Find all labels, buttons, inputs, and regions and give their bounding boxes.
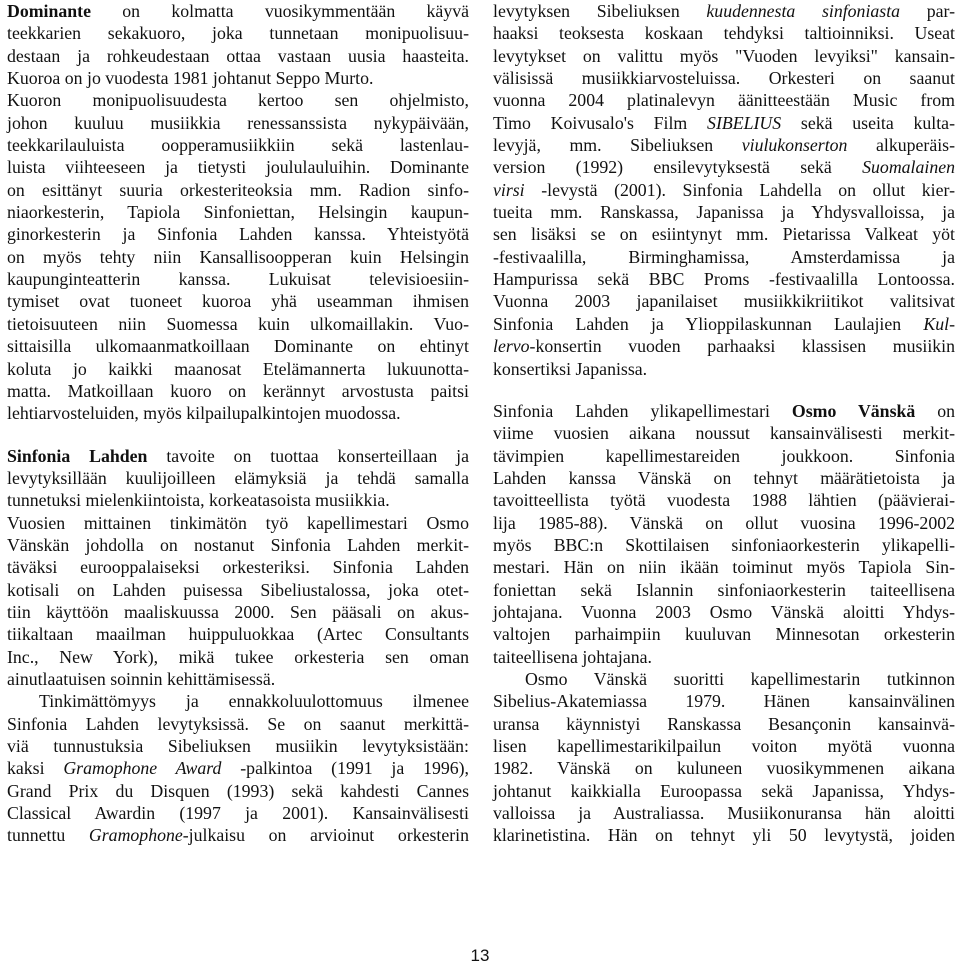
italic-text: Gramophone <box>88 825 183 846</box>
text-line <box>493 445 955 467</box>
text-run: johtanut kaikkialla Euroopassa sekä Japanissa, Yhdys- <box>493 780 955 801</box>
text-run: tietoisuuteen niin Suomessa kuin ulkomaillakin. Vuo- <box>7 313 469 334</box>
italic-text: Kul- <box>923 313 955 334</box>
text-line <box>7 112 469 134</box>
text-run: viime vuosien aikana noussut kansainvälisesti merkit- <box>493 423 955 444</box>
text-run: teekkarien sekakuoro, joka tunnetaan monipuolisuu- <box>7 23 469 44</box>
text-line <box>7 802 469 824</box>
text-line <box>493 22 955 44</box>
page-number: 13 <box>470 946 490 965</box>
text-line <box>493 713 955 735</box>
text-line <box>7 780 469 802</box>
italic-text: Gramophone Award <box>63 758 222 779</box>
text-run: Sinfonia Lahden ja Ylioppilaskunnan Laulajien <box>493 313 924 334</box>
text-run: -konsertin vuoden parhaaksi klassisen musiikin <box>529 336 955 357</box>
text-run: viä tunnustuksia Sibeliuksen musiikin levytyksistään: <box>7 736 469 756</box>
text-line <box>493 489 955 511</box>
text-run: tunnettu <box>7 825 89 846</box>
text-line <box>7 646 469 668</box>
text-line <box>7 89 469 111</box>
text-run: Tinkimättömyys ja ennakkoluulottomuus ilmenee <box>39 691 469 712</box>
text-line <box>493 0 955 22</box>
text-run: foniettan sekä Islannin sinfoniaorkesterin taiteellisena <box>493 579 955 600</box>
text-run: -palkintoa (1991 ja 1996), <box>221 758 469 779</box>
text-run: on esittänyt suuria orkesteriteoksia mm. Radion sinfo- <box>7 179 469 200</box>
text-run: levyjä, mm. Sibeliuksen <box>493 135 742 156</box>
text-line <box>493 556 955 578</box>
text-run: Grand Prix du Disquen (1993) sekä kahdesti Cannes <box>7 780 469 801</box>
text-run: tiin käyttöön maaliskuussa 2000. Sen pääsali on akus- <box>7 601 469 622</box>
text-line <box>7 380 469 402</box>
text-run: sittaisilla ulkomaanmatkoillaan Dominante on ehtinyt <box>7 336 469 357</box>
text-run: ainutlaatuisen soinnin kehittämisessä. <box>7 668 276 689</box>
text-line <box>493 156 955 178</box>
text-line <box>493 512 955 534</box>
text-line <box>493 422 955 444</box>
text-run: tavoite on tuottaa konserteillaan ja <box>147 445 469 466</box>
text-line <box>493 623 955 645</box>
text-run: mestari. Hän on niin ikään toiminut myös Tapiola Sin- <box>493 557 955 578</box>
text-line <box>493 802 955 824</box>
text-run: lisen kapellimestarikilpailun voiton myötä vuonna <box>493 736 955 756</box>
text-line <box>7 445 469 467</box>
text-run: levytykset on valittu myös "Vuoden levyiksi" kansain- <box>493 45 955 66</box>
text-run: -levystä (2001). Sinfonia Lahdella on ollut kier- <box>524 179 955 200</box>
right-column <box>493 0 955 847</box>
text-line <box>7 22 469 44</box>
italic-text: viulukonserton <box>741 135 848 156</box>
text-line <box>7 313 469 335</box>
text-line <box>7 246 469 268</box>
text-line <box>493 268 955 290</box>
text-run: -festivaalilla, Birminghamissa, Amsterdamissa ja <box>493 246 955 267</box>
italic-text: virsi <box>493 179 525 200</box>
text-run: uransa käynnistyi Ranskassa Besançonin kansainvä- <box>493 713 955 734</box>
text-line <box>7 467 469 489</box>
text-line <box>7 668 469 690</box>
text-line <box>493 246 955 268</box>
text-line <box>7 201 469 223</box>
text-line <box>7 268 469 290</box>
text-run: sekä useita kulta- <box>781 112 955 133</box>
paragraph-gap <box>7 425 469 445</box>
text-run: johon kuuluu musiikkia renessanssista nykypäivään, <box>7 112 469 133</box>
text-run: destaan ja rohkeudestaan ottaa vastaan uusia haasteita. <box>7 45 469 66</box>
text-line <box>7 45 469 67</box>
text-line <box>493 67 955 89</box>
text-run: kotisali on Lahden puisessa Sibeliustalossa, joka otet- <box>7 579 469 600</box>
text-line <box>493 824 955 846</box>
text-run: välisissä musiikkiarvosteluissa. Orkesteri on saanut <box>493 68 955 89</box>
text-line <box>493 579 955 601</box>
text-line <box>7 623 469 645</box>
text-line <box>493 735 955 757</box>
text-line <box>493 201 955 223</box>
text-line <box>7 824 469 846</box>
text-line <box>493 358 955 380</box>
text-run: myös BBC:n Skottilaisen sinfoniaorkesterin ylikapelli- <box>493 534 955 555</box>
text-run: vuonna 2004 platinalevyn äänitteestään Music from <box>493 90 955 111</box>
left-column <box>7 0 469 847</box>
text-run: Sibelius-Akatemiassa 1979. Hänen kansainvälinen <box>493 691 955 712</box>
text-run: Inc., New York), mikä tukee orkesteria sen oman <box>7 646 469 667</box>
text-run: par- <box>900 1 956 21</box>
text-line <box>7 223 469 245</box>
text-line <box>493 179 955 201</box>
text-line <box>493 646 955 668</box>
text-run: klarinetistina. Hän on tehnyt yli 50 levytystä, joiden <box>493 825 955 846</box>
text-line <box>7 67 469 89</box>
text-run: tueita mm. Ranskassa, Japanissa ja Yhdysvalloissa, ja <box>493 202 955 223</box>
text-run: 1982. Vänskä on kuluneen vuosikymmenen aikana <box>493 758 955 779</box>
text-run: Vuonna 2003 japanilaiset musiikkikriitikot valitsivat <box>493 291 955 312</box>
text-line <box>493 313 955 335</box>
text-run: taiteellisena johtajana. <box>493 646 652 667</box>
text-run: kaksi <box>7 758 64 779</box>
text-run: levytyksillään kuulijoilleen elämyksiä ja tehdä samalla <box>7 467 469 488</box>
text-run: matta. Matkoillaan kuoro on kerännyt arvostusta paitsi <box>7 380 469 401</box>
italic-text: lervo <box>493 336 530 357</box>
text-line <box>493 467 955 489</box>
text-run: Vuosien mittainen tinkimätön työ kapellimestari Osmo <box>7 512 469 533</box>
text-run: haaksi teoksesta koskaan tehdyksi taltioinniksi. Useat <box>493 23 955 44</box>
text-run: Sinfonia Lahden levytyksissä. Se on saanut merkittä- <box>7 713 469 734</box>
text-run: Hampurissa sekä BBC Proms -festivaalilla Lontoossa. <box>493 269 955 290</box>
text-run: Classical Awardin (1997 ja 2001). Kansainvälisesti <box>7 803 469 824</box>
text-run: kaupunginteatterin kanssa. Lukuisat televisioesiin- <box>7 269 469 290</box>
text-line <box>493 601 955 623</box>
text-line <box>493 223 955 245</box>
text-run: täväksi eurooppalaiseksi orkesteriksi. Sinfonia Lahden <box>7 557 469 578</box>
italic-text: Suomalainen <box>862 157 955 178</box>
text-line <box>7 335 469 357</box>
text-line <box>493 757 955 779</box>
text-line <box>7 579 469 601</box>
text-line <box>493 780 955 802</box>
text-line <box>493 690 955 712</box>
text-run: niaorkesterin, Tapiola Sinfoniettan, Helsingin kaupun- <box>7 202 469 223</box>
bold-text: Osmo Vänskä <box>791 400 916 421</box>
text-line <box>7 556 469 578</box>
text-line <box>7 134 469 156</box>
text-run: lija 1985-88). Vänskä on ollut vuosina 1996-2002 <box>493 512 955 533</box>
text-run: on kolmatta vuosikymmentään käyvä <box>90 1 469 21</box>
text-run: levytyksen Sibeliuksen <box>493 1 707 21</box>
text-line <box>493 45 955 67</box>
text-run: Osmo Vänskä suoritti kapellimestarin tutkinnon <box>525 668 955 689</box>
bold-text: Sinfonia Lahden <box>7 445 148 466</box>
text-run: luista viihteeseen ja tietysti joululauluihin. Dominante <box>7 157 469 178</box>
text-line <box>7 489 469 511</box>
text-line <box>493 668 955 690</box>
text-run: valtojen parhaimpiin kuuluvan Minnesotan orkesterin <box>493 624 955 645</box>
italic-text: kuudennesta sinfoniasta <box>706 1 901 21</box>
text-run: teekkarilauluista oopperamusiikkiin sekä lastenlau- <box>7 135 469 156</box>
text-line <box>7 713 469 735</box>
text-line <box>7 534 469 556</box>
text-line <box>493 134 955 156</box>
text-run: Kuoroa on jo vuodesta 1981 johtanut Seppo Murto. <box>7 68 374 89</box>
bold-text: Dominante <box>7 1 91 21</box>
text-run: tunnetuksi mielenkiintoista, korkeatasoista musiikkia. <box>7 490 390 511</box>
text-line <box>7 690 469 712</box>
text-line <box>7 0 469 22</box>
text-run: on myös tehty niin Kansallisoopperan kuin Helsingin <box>7 246 469 267</box>
text-line <box>493 534 955 556</box>
text-line <box>493 400 955 422</box>
text-line <box>7 601 469 623</box>
text-run: valloissa ja Australiassa. Musiikonuransa hän aloitti <box>493 803 955 824</box>
text-line <box>7 757 469 779</box>
text-run: tiikaltaan maailman huippuluokkaa (Artec Consultants <box>7 624 469 645</box>
text-run: ginorkesterin ja Sinfonia Lahden kanssa. Yhteistyötä <box>7 224 469 245</box>
paragraph-gap <box>493 380 955 400</box>
text-run: johtajana. Vuonna 2003 Osmo Vänskä aloitti Yhdys- <box>493 601 955 622</box>
text-run: Sinfonia Lahden ylikapellimestari <box>493 400 792 421</box>
text-run: tavoitteellista työtä vuodesta 1988 lähtien (päävierai- <box>493 490 955 511</box>
text-run: Vänskän johdolla on nostanut Sinfonia Lahden merkit- <box>7 534 469 555</box>
text-line <box>493 290 955 312</box>
text-run: Lahden kanssa Vänskä on tehnyt määrätietoista ja <box>493 467 955 488</box>
text-run: konsertiksi Japanissa. <box>493 358 648 379</box>
text-run: Timo Koivusalo's Film <box>493 112 708 133</box>
text-line <box>7 512 469 534</box>
text-line <box>493 89 955 111</box>
text-run: tävimpien kapellimestareiden joukkoon. Sinfonia <box>493 445 955 466</box>
text-line <box>7 156 469 178</box>
text-run: tymiset ovat tuoneet kuoroa yhä useamman ihmisen <box>7 291 469 312</box>
text-line <box>7 179 469 201</box>
text-run: Kuoron monipuolisuudesta kertoo sen ohjelmisto, <box>7 90 469 111</box>
text-run: alkuperäis- <box>847 135 955 156</box>
text-run: -julkaisu on arvioinut orkesterin <box>182 825 469 846</box>
text-run: sen lisäksi se on esiintynyt mm. Pietarissa Valkeat yöt <box>493 224 955 245</box>
text-run: version (1992) ensilevytyksestä sekä <box>493 157 863 178</box>
italic-text: SIBELIUS <box>707 112 782 133</box>
text-line <box>493 112 955 134</box>
text-line <box>7 402 469 424</box>
text-line <box>7 290 469 312</box>
text-run: on <box>915 400 955 421</box>
text-line <box>7 358 469 380</box>
text-run: koluta jo kaikki maanosat Etelämannerta lukuunotta- <box>7 358 469 379</box>
text-line <box>7 735 469 757</box>
text-line <box>493 335 955 357</box>
text-run: lehtiarvosteluiden, myös kilpailupalkintojen muodossa. <box>7 403 401 424</box>
